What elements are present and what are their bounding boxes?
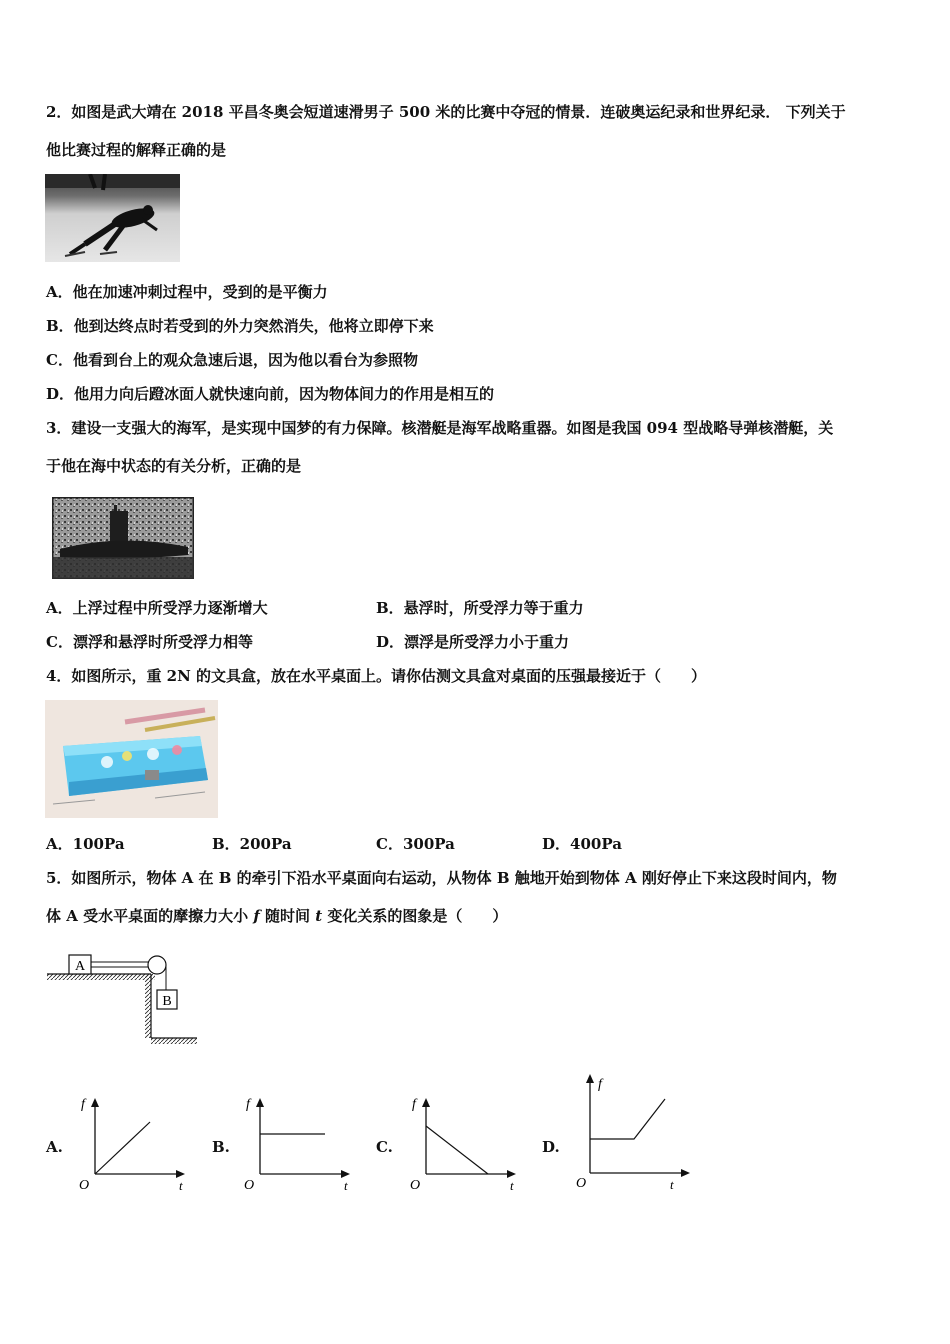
q5-stem-line2: 体 A 受水平桌面的摩擦力大小 f 随时间 t 变化关系的图象是（ ） — [46, 907, 508, 925]
graph-label-b: B. — [212, 1138, 230, 1156]
speed-skater-figure — [45, 174, 180, 262]
graph-a — [75, 1092, 190, 1197]
q3-option-d: D．漂浮是所受浮力小于重力 — [376, 633, 570, 651]
q3-option-a: A．上浮过程中所受浮力逐渐增大 — [46, 599, 268, 617]
q2-option-c: C．他看到台上的观众急速后退，因为他以看台为参照物 — [46, 351, 418, 369]
q3-stem-line2: 于他在海中状态的有关分析，正确的是 — [46, 457, 302, 475]
svg-text:f: f — [598, 1077, 602, 1092]
q3-option-b: B．悬浮时，所受浮力等于重力 — [376, 599, 584, 617]
q2-option-a: A．他在加速冲刺过程中，受到的是平衡力 — [46, 283, 328, 301]
graph-a-curve — [95, 1122, 150, 1174]
svg-text:O: O — [576, 1176, 587, 1191]
graph-b — [240, 1092, 355, 1197]
graph-c-curve — [426, 1126, 488, 1174]
submarine-photo — [52, 497, 194, 579]
graph-d — [570, 1070, 695, 1195]
svg-text:O: O — [79, 1178, 90, 1193]
table-surface-hatch — [47, 974, 155, 980]
svg-text:t: t — [344, 1178, 348, 1193]
svg-text:O: O — [410, 1178, 421, 1193]
submarine-figure — [52, 497, 194, 579]
graph-label-d: D. — [542, 1138, 560, 1156]
svg-text:f: f — [246, 1097, 250, 1112]
q2-option-b: B．他到达终点时若受到的外力突然消失，他将立即停下来 — [46, 317, 434, 335]
block-a-label: A — [74, 959, 86, 974]
q4-option-c: C．300Pa — [376, 835, 455, 853]
q2-stem-line1: 2．如图是武大靖在 2018 平昌冬奥会短道速滑男子 500 米的比赛中夺冠的情景．连破奥运纪录和世界纪录． 下列关于 — [46, 103, 846, 121]
svg-text:O: O — [244, 1178, 255, 1193]
q5-stem-line1: 5．如图所示，物体 A 在 B 的牵引下沿水平桌面向右运动，从物体 B 触地开始到物体 A 刚好停止下来这段时间内，物 — [46, 869, 837, 887]
q4-option-a: A．100Pa — [46, 835, 125, 853]
svg-text:f: f — [81, 1097, 85, 1112]
graph-label-c: C. — [376, 1138, 393, 1156]
floor-hatch — [151, 1038, 197, 1044]
graph-c — [406, 1092, 521, 1197]
q4-option-d: D．400Pa — [542, 835, 622, 853]
svg-text:t: t — [510, 1178, 514, 1193]
svg-text:t: t — [179, 1178, 183, 1193]
q2-stem-line2: 他比赛过程的解释正确的是 — [46, 141, 227, 159]
pulley-diagram — [45, 950, 205, 1050]
block-b-label: B — [162, 994, 172, 1009]
graph-d-curve — [590, 1099, 665, 1139]
skater-photo — [45, 174, 180, 262]
q3-stem-line1: 3．建设一支强大的海军，是实现中国梦的有力保障。核潜艇是海军战略重器。如图是我国 094 型战略导弹核潜艇，关 — [46, 419, 834, 437]
q3-option-c: C．漂浮和悬浮时所受浮力相等 — [46, 633, 253, 651]
q4-option-b: B．200Pa — [212, 835, 292, 853]
svg-text:t: t — [670, 1177, 674, 1192]
q4-stem: 4．如图所示，重 2N 的文具盒，放在水平桌面上。请你估测文具盒对桌面的压强最接近于（ ） — [46, 667, 707, 685]
q2-option-d: D．他用力向后蹬冰面人就快速向前，因为物体间力的作用是相互的 — [46, 385, 495, 403]
svg-text:f: f — [412, 1097, 416, 1112]
pencil-box-figure — [45, 700, 218, 818]
graph-label-a: A. — [46, 1138, 63, 1156]
pulley-wheel — [148, 956, 166, 974]
pencil-box-photo — [45, 700, 218, 818]
